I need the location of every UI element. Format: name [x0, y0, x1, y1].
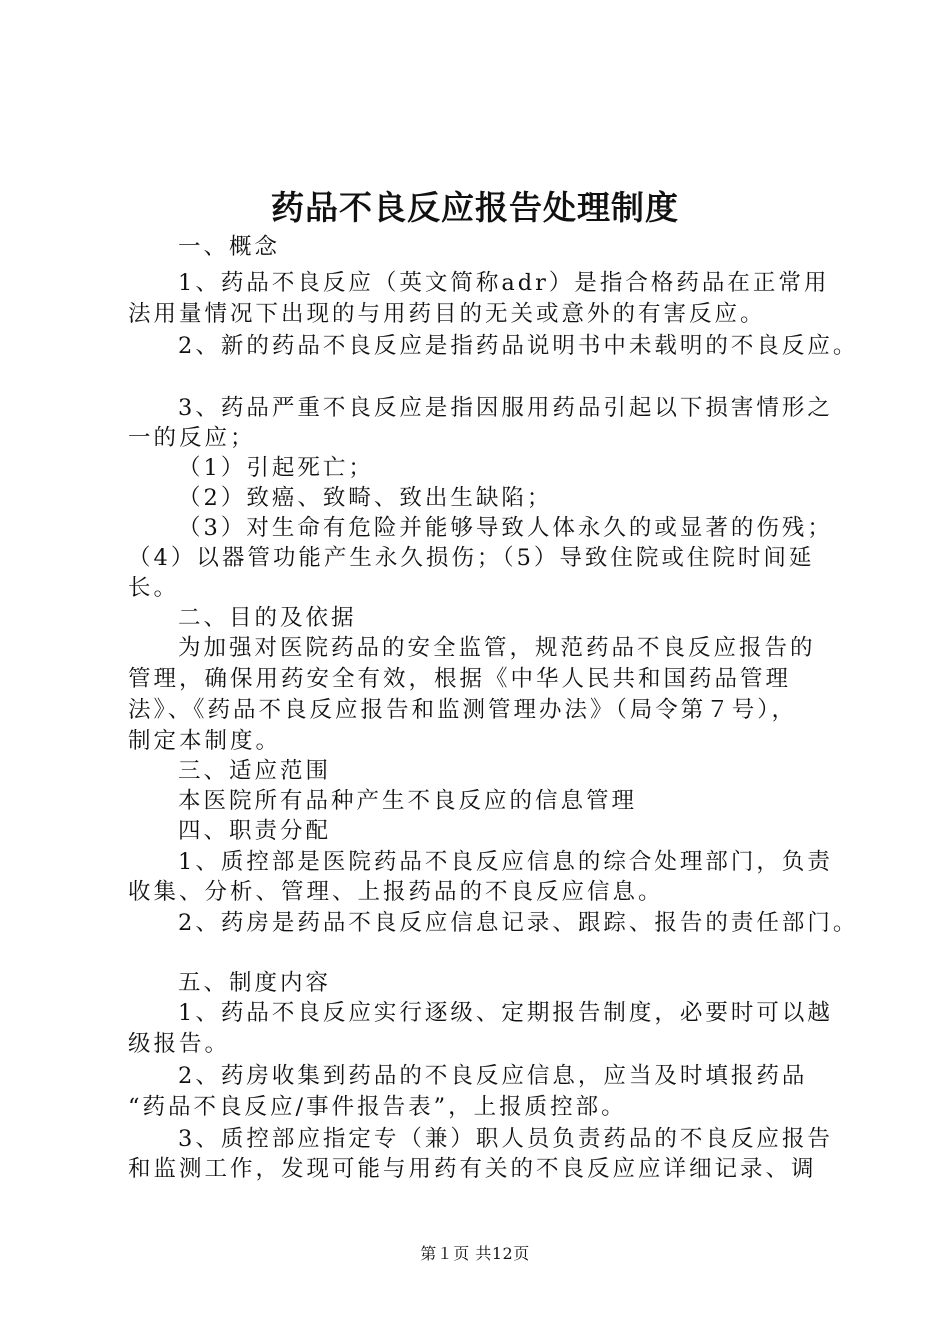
- paragraph-line: 法用量情况下出现的与用药目的无关或意外的有害反应。: [128, 301, 766, 327]
- paragraph-line: “药品不良反应/事件报告表”，上报质控部。: [128, 1094, 627, 1120]
- paragraph-line: 2、药房收集到药品的不良反应信息，应当及时填报药品: [178, 1063, 808, 1089]
- section-heading-content: 五、制度内容: [178, 970, 332, 996]
- paragraph-line: 2、新的药品不良反应是指药品说明书中未载明的不良反应。: [178, 333, 859, 359]
- paragraph-line: 长。: [128, 575, 180, 601]
- paragraph-line: 收集、分析、管理、上报药品的不良反应信息。: [128, 879, 664, 905]
- document-title: 药品不良反应报告处理制度: [271, 188, 679, 227]
- paragraph-line: 3、药品严重不良反应是指因服用药品引起以下损害情形之: [178, 395, 833, 421]
- list-item: （3）对生命有危险并能够导致人体永久的或显著的伤残；: [178, 515, 833, 541]
- section-heading-duties: 四、职责分配: [178, 818, 332, 844]
- section-heading-purpose: 二、目的及依据: [178, 605, 357, 631]
- paragraph-line: 1、药品不良反应实行逐级、定期报告制度，必要时可以越: [178, 1000, 833, 1026]
- list-item: （4）以器管功能产生永久损伤；（5）导致住院或住院时间延: [128, 545, 815, 571]
- paragraph-line: 2、药房是药品不良反应信息记录、跟踪、报告的责任部门。: [178, 910, 859, 936]
- paragraph-line: 1、质控部是医院药品不良反应信息的综合处理部门，负责: [178, 849, 833, 875]
- paragraph-line: 和监测工作，发现可能与用药有关的不良反应应详细记录、调: [128, 1156, 817, 1182]
- paragraph-line: 一的反应；: [128, 425, 256, 451]
- paragraph-line: 管理，确保用药安全有效，根据《中华人民共和国药品管理: [128, 666, 792, 692]
- paragraph-line: 1、药品不良反应（英文简称adr）是指合格药品在正常用: [178, 270, 830, 296]
- section-heading-concept: 一、概念: [178, 234, 281, 260]
- paragraph-line: 制定本制度。: [128, 728, 282, 754]
- paragraph-line: 本医院所有品种产生不良反应的信息管理: [178, 788, 638, 814]
- list-item: （1）引起死亡；: [178, 455, 374, 481]
- section-heading-scope: 三、适应范围: [178, 758, 332, 784]
- paragraph-line: 级报告。: [128, 1031, 231, 1057]
- paragraph-line: 为加强对医院药品的安全监管，规范药品不良反应报告的: [178, 635, 816, 661]
- paragraph-line: 法》、《药品不良反应报告和监测管理办法》（局令第７号），: [128, 697, 798, 723]
- list-item: （2）致癌、致畸、致出生缺陷；: [178, 485, 553, 511]
- paragraph-line: 3、质控部应指定专（兼）职人员负责药品的不良反应报告: [178, 1126, 833, 1152]
- page-number-footer: 第１页 共12页: [420, 1244, 530, 1263]
